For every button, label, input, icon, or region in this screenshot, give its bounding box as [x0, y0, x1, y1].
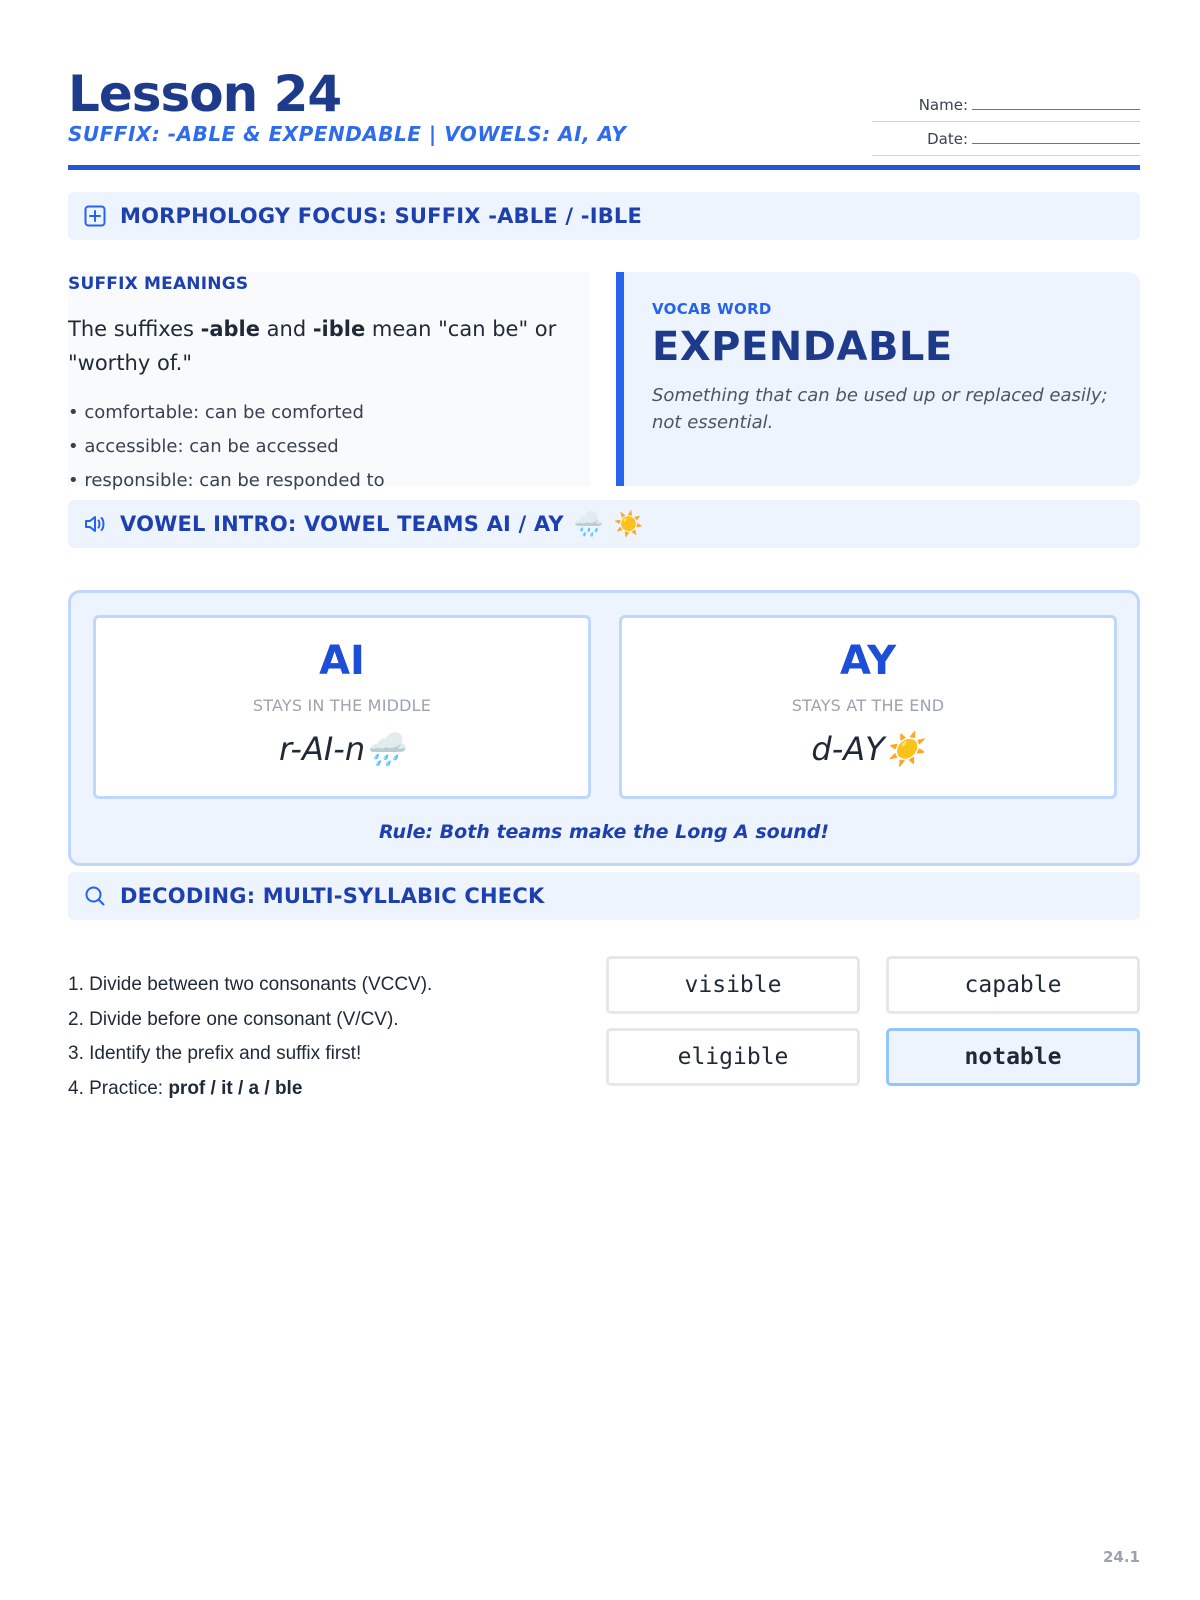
vowel-letters: AI — [319, 638, 365, 684]
vocab-label: VOCAB WORD — [652, 300, 772, 318]
decoding-steps — [68, 968, 432, 1106]
suffix-meanings-heading: SUFFIX MEANINGS — [68, 274, 249, 294]
vocab-card — [616, 272, 1140, 486]
vowel-card-ai — [93, 615, 591, 799]
vowel-rule: Rule: Both teams make the Long A sound! — [378, 821, 830, 843]
example-word: r-AI-n — [279, 730, 366, 768]
page-number: 24.1 — [1102, 1548, 1140, 1566]
rain-cloud-icon: 🌧️ — [365, 730, 405, 768]
list-item: 2. Divide before one consonant (V/CV). — [68, 1008, 399, 1030]
intro-text: The suffixes — [68, 317, 201, 341]
speaker-icon — [82, 511, 108, 537]
vowel-section-header — [68, 500, 1140, 548]
list-item: • accessible: can be accessed — [68, 436, 339, 457]
example-word: d-AY — [811, 730, 885, 768]
suffix-able: -able — [200, 317, 260, 341]
vowel-description: STAYS IN THE MIDDLE — [252, 696, 432, 715]
practice-label: 4. Practice: — [68, 1077, 169, 1099]
vowel-example — [96, 730, 588, 768]
rain-cloud-icon: 🌧️ — [573, 510, 604, 538]
intro-and: and — [259, 317, 313, 341]
vowel-example — [622, 730, 1114, 768]
word-box-capable[interactable]: capable — [886, 956, 1140, 1014]
morphology-section-header — [68, 192, 1140, 240]
name-line[interactable] — [972, 98, 1140, 110]
vowel-teams-box — [68, 590, 1140, 866]
vocab-definition: Something that can be used up or replaced easily; not essential. — [652, 385, 1108, 433]
lesson-header — [68, 62, 1140, 170]
student-info — [872, 88, 1140, 156]
word-box-notable[interactable]: notable — [886, 1028, 1140, 1086]
intro-meaning: mean "can be" or "worthy of." — [68, 317, 557, 375]
worksheet-page — [68, 0, 1140, 1600]
suffix-meanings-panel — [68, 272, 590, 491]
lesson-title: Lesson 24 — [68, 65, 342, 123]
suffix-explanation — [68, 312, 568, 380]
name-label: Name: — [918, 96, 968, 114]
word-box-eligible[interactable]: eligible — [606, 1028, 860, 1086]
vowel-card-ay — [619, 615, 1117, 799]
vowel-description: STAYS AT THE END — [791, 696, 945, 715]
date-line[interactable] — [972, 132, 1140, 144]
list-item: 1. Divide between two consonants (VCCV). — [68, 974, 433, 995]
decoding-section-header — [68, 872, 1140, 920]
sun-icon: ☀️ — [613, 510, 644, 538]
vocab-word: EXPENDABLE — [652, 324, 953, 370]
list-item — [68, 1072, 432, 1107]
list-item: 3. Identify the prefix and suffix first! — [68, 1043, 362, 1064]
decoding-section-title: DECODING: MULTI-SYLLABIC CHECK — [120, 884, 545, 908]
suffix-examples — [68, 396, 385, 498]
word-box-visible[interactable]: visible — [606, 956, 860, 1014]
lesson-subtitle: SUFFIX: -ABLE & EXPENDABLE | VOWELS: AI, AY — [68, 122, 627, 146]
vowel-section-title: VOWEL INTRO: VOWEL TEAMS AI / AY — [120, 512, 564, 536]
list-item: • comfortable: can be comforted — [68, 402, 364, 423]
name-row[interactable] — [872, 88, 1140, 122]
practice-word: prof / it / a / ble — [168, 1077, 303, 1099]
vowel-letters: AY — [839, 638, 897, 684]
date-label: Date: — [927, 130, 968, 148]
list-item: • responsible: can be responded to — [68, 470, 385, 491]
search-icon — [82, 883, 108, 909]
suffix-ible: -ible — [312, 317, 366, 341]
sun-icon: ☀️ — [884, 730, 925, 768]
morphology-section-title: MORPHOLOGY FOCUS: SUFFIX -ABLE / -IBLE — [120, 204, 643, 228]
plus-square-icon — [82, 203, 108, 229]
date-row[interactable] — [872, 122, 1140, 156]
